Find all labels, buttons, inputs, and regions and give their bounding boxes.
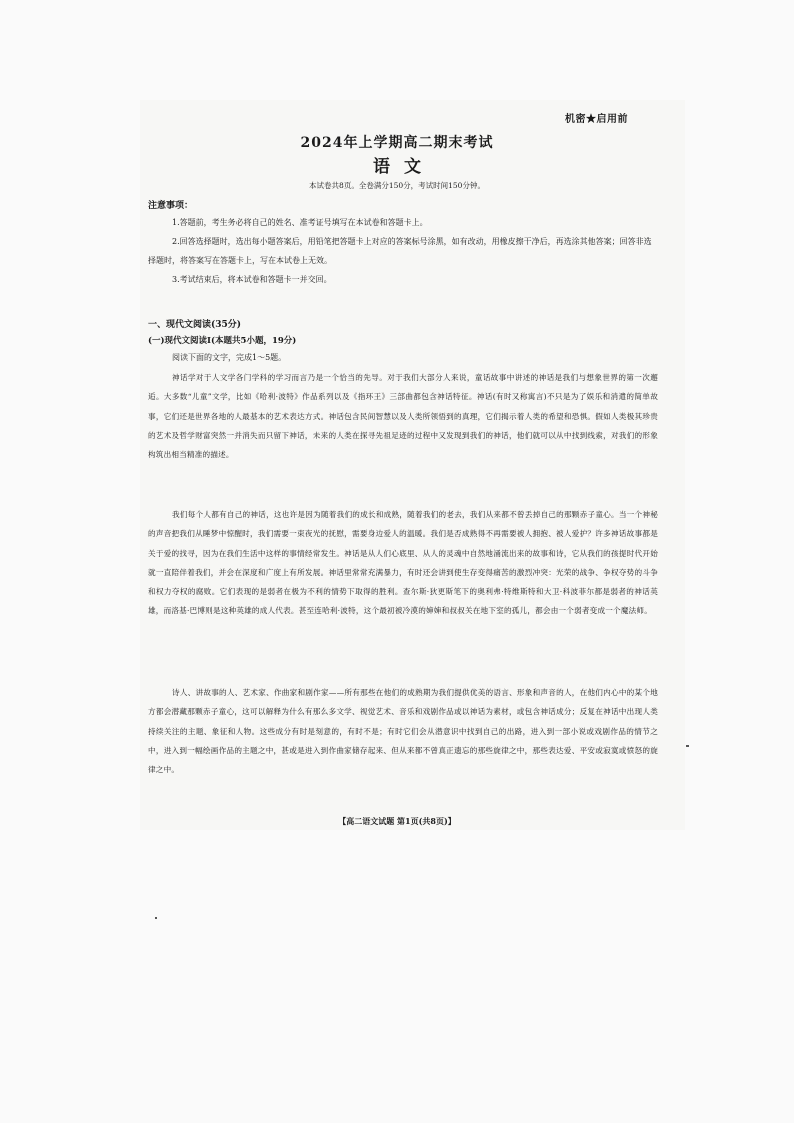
passage-paragraph: 诗人、讲故事的人、艺术家、作曲家和剧作家——所有那些在他们的成熟期为我们提供优美的语言、形象和声音的人，在他们内心中的某个地方都会潜藏那颗赤子童心，这可以解释为什么有那么多文学、视觉艺术、音乐和戏剧作品或以神话为素材，或包含神话成分；反复在神话中出现人类持续关注的主题、象征和人物。这些成分有时是刻意的，有时不是；有时它们会从潜意识中找到自己的出路，进入到一部小说或戏剧作品的情节之中，进入到一幅绘画作品的主题之中，甚或是进入到作曲家储存起来、但从来都不曾真正遗忘的那些旋律之中，那些表达爱、平安或寂寞或愤怒的旋律之中。 xyxy=(148,688,658,775)
passage-paragraph: 我们每个人都有自己的神话，这也许是因为随着我们的成长和成熟，随着我们的老去，我们从来都不曾丢掉自己的那颗赤子童心。当一个神秘的声音把我们从睡梦中惊醒时，我们需要一束夜光的抚慰，需要身边爱人的温暖。我们是否成熟得不再需要被人拥抱、被人爱护？许多神话故事都是关于爱的找寻，因为在我们生活中这样的事情经常发生。神话是从人们心底里、从人的灵魂中自然地涌流出来的故事和诗，它从我们的孩提时代开始就一直陪伴着我们，并会在深度和广度上有所发展。神话里常常充满暴力，有时还会讲到使生存变得痛苦的激烈冲突：光荣的战争、争权夺势的斗争和权力夺权的腐败。它们表现的是弱者在极为不利的情势下取得的胜利。查尔斯·狄更斯笔下的奥利弗·特维斯特和大卫·科波菲尔都是弱者的神话英雄，而洛基·巴博则是这种英雄的成人代表。甚至连哈利·波特，这个最初被冷漠的婶婶和叔叔关在地下室的孤儿，都会由一个弱者变成一个魔法师。 xyxy=(148,510,658,616)
exam-meta: 本试卷共8页。全卷满分150分，考试时间150分钟。 xyxy=(309,181,485,190)
section-heading: 一、现代文阅读(35分) xyxy=(148,320,242,330)
exam-title: 2024年上学期高二期末考试 xyxy=(300,135,494,151)
note-item: 3.考试结束后，将本试卷和答题卡一并交回。 xyxy=(172,275,332,284)
subsection-heading: (一)现代文阅读Ⅰ(本题共5小题，19分) xyxy=(148,336,297,346)
exam-subject: 语文 xyxy=(373,157,435,177)
scan-speck xyxy=(686,745,689,747)
passage-paragraph: 神话学对于人文学各门学科的学习而言乃是一个恰当的先导。对于我们大部分人来说，童话故事中讲述的神话是我们与想象世界的第一次邂逅。大多数“儿童”文学，比如《哈利·波特》作品系列以及《指环王》三部曲都包含神话特征。神话(有时又称寓言)不只是为了娱乐和消遣的简单故事，它们还是世界各地的人最基本的艺术表达方式。神话包含民间智慧以及人类所领悟到的真理，它们揭示着人类的希望和恐惧。假如人类极其珍贵的艺术及哲学财富突然一并消失而只留下神话，未来的人类在探寻先祖足迹的过程中又发现到我们的神话，他们就可以从中找到线索，对我们的形象构筑出相当精准的描述。 xyxy=(148,373,658,460)
note-item: 1.答题前，考生务必将自己的姓名、准考证号填写在本试卷和答题卡上。 xyxy=(172,218,428,227)
page-footer: 【高二语文试题 第1页(共8页)】 xyxy=(338,816,456,826)
reading-instruction: 阅读下面的文字，完成1～5题。 xyxy=(172,353,287,362)
note-item: 2.回答选择题时，选出每小题答案后，用铅笔把答题卡上对应的答案标号涂黑，如有改动，用橡皮擦干净后，再选涂其他答案；回答非选择题时，将答案写在答题卡上，写在本试卷上无效。 xyxy=(148,237,652,265)
scan-speck xyxy=(155,917,157,919)
confidential-label: 机密★启用前 xyxy=(565,114,628,125)
notes-heading: 注意事项： xyxy=(148,201,194,211)
